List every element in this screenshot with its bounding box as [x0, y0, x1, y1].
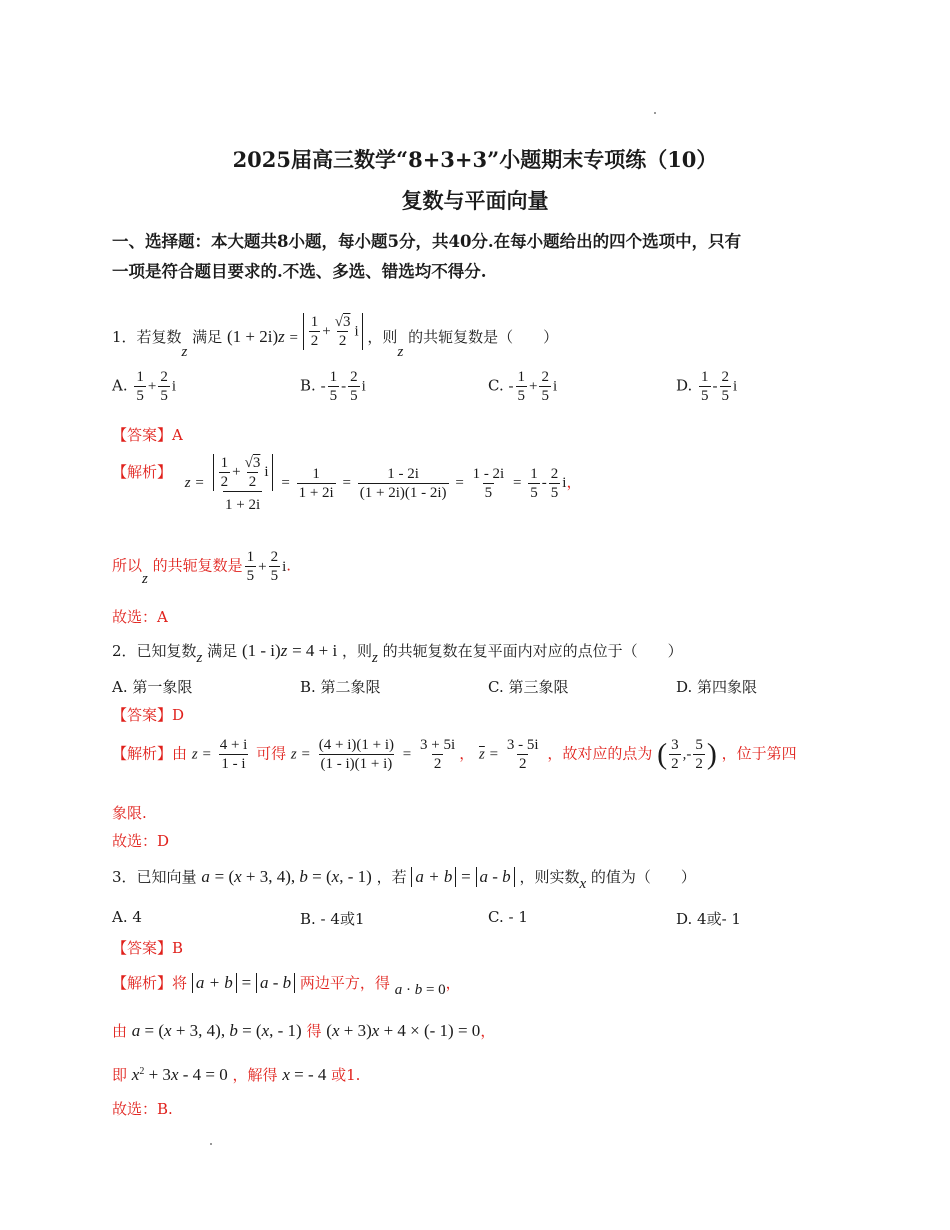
q2-analysis-tail: 象限.: [112, 804, 147, 822]
q3-stem: 3．已知向量 a = (x + 3, 4), b = (x, - 1) ，若 a + b = a - b ，则实数x 的值为（ ）: [112, 867, 696, 892]
q2-final: 故选：D: [112, 832, 170, 850]
q2-answer: 【答案】D: [112, 706, 185, 724]
q2-stem: 2．已知复数z 满足 (1 - i)z = 4 + i ，则z 的共轭复数在复平面内对应的点位于（ ）: [112, 641, 683, 666]
q3-option-c: C. - 1: [488, 908, 528, 926]
page-title: 2025届高三数学“8+3+3”小题期末专项练（10）: [232, 147, 718, 172]
q1-answer: 【答案】A: [112, 426, 183, 444]
q2-option-d: D. 第四象限: [676, 678, 758, 696]
decorative-dot: [210, 1143, 212, 1145]
decorative-dot: [654, 112, 656, 114]
section-heading-line2: 一项是符合题目要求的.不选、多选、错选均不得分.: [112, 262, 487, 281]
q1-option-b: B. - $\frac{1}{5}$ - $\frac{2}{5}$ i: [300, 369, 366, 404]
q3-analysis-line3: 即 $x^2 + 3x - 4 = 0$ ，解得 x = - 4 或1.: [112, 1065, 361, 1084]
q2-option-a: A. 第一象限: [112, 678, 193, 696]
q1-stem: 1．若复数z 满足 (1 + 2i)z = $\frac{1}{2}$ + $\frac{√3}{2}$ i ，则z 的共轭复数是（ ）: [112, 313, 559, 360]
q1-option-c: C. - $\frac{1}{5}$ + $\frac{2}{5}$ i: [488, 369, 558, 404]
q3-option-d: D. 4或- 1: [676, 910, 741, 928]
q2-analysis: 【解析】由 z = $\frac{4 + i}{1 - i}$ 可得 z = $\frac{(4 + i)(1 + i)}{(1 - i)(1 + i)}$ = $\frac{3 + 5i}{2}$ ， $\overline{z}$ = $\frac{3 - 5i}{2}$ ，故对应的点为 ( $\frac{3}{2}$ ,- $\frac{5}{2}$ ) ，位于第四: [112, 737, 797, 772]
q1-final: 故选：A: [112, 608, 168, 626]
q3-option-a: A. 4: [112, 908, 142, 926]
page-subtitle: 复数与平面向量: [401, 188, 549, 213]
q3-analysis-line2: 由 a = (x + 3, 4), b = (x, - 1) 得 (x + 3)x + 4 × (- 1) = 0，: [112, 1021, 496, 1040]
q2-option-c: C. 第三象限: [488, 678, 569, 696]
q1-option-a: A. $\frac{1}{5}$ + $\frac{2}{5}$ i: [112, 369, 177, 404]
q3-option-b: B. - 4或1: [300, 910, 365, 928]
q2-option-b: B. 第二象限: [300, 678, 381, 696]
q1-option-d: D. $\frac{1}{5}$ - $\frac{2}{5}$ i: [676, 369, 738, 404]
q3-analysis: 【解析】将 a + b = a - b 两边平方，得 a · b = 0，: [112, 973, 461, 998]
section-heading-line1: 一、选择题：本大题共8小题，每小题5分，共40分.在每小题给出的四个选项中，只有: [112, 232, 742, 251]
q1-conclusion: 所以z 的共轭复数是 $\frac{1}{5}$ + $\frac{2}{5}$ i.: [112, 549, 292, 587]
q3-final: 故选：B.: [112, 1100, 173, 1118]
q3-answer: 【答案】B: [112, 939, 184, 957]
q1-analysis: 【解析】 z = $\frac{1}{2}$ + $\frac{√3}{2}$ i 1 + 2i = $\frac{1}{1 + 2i}$ = $\frac{1 - 2i}{(1 + 2i)(1 - 2i)}$ = $\frac{1 - 2i}{5}$ = $\frac{1}{5}$ - $\frac{2}{5}$ i，: [112, 455, 582, 513]
